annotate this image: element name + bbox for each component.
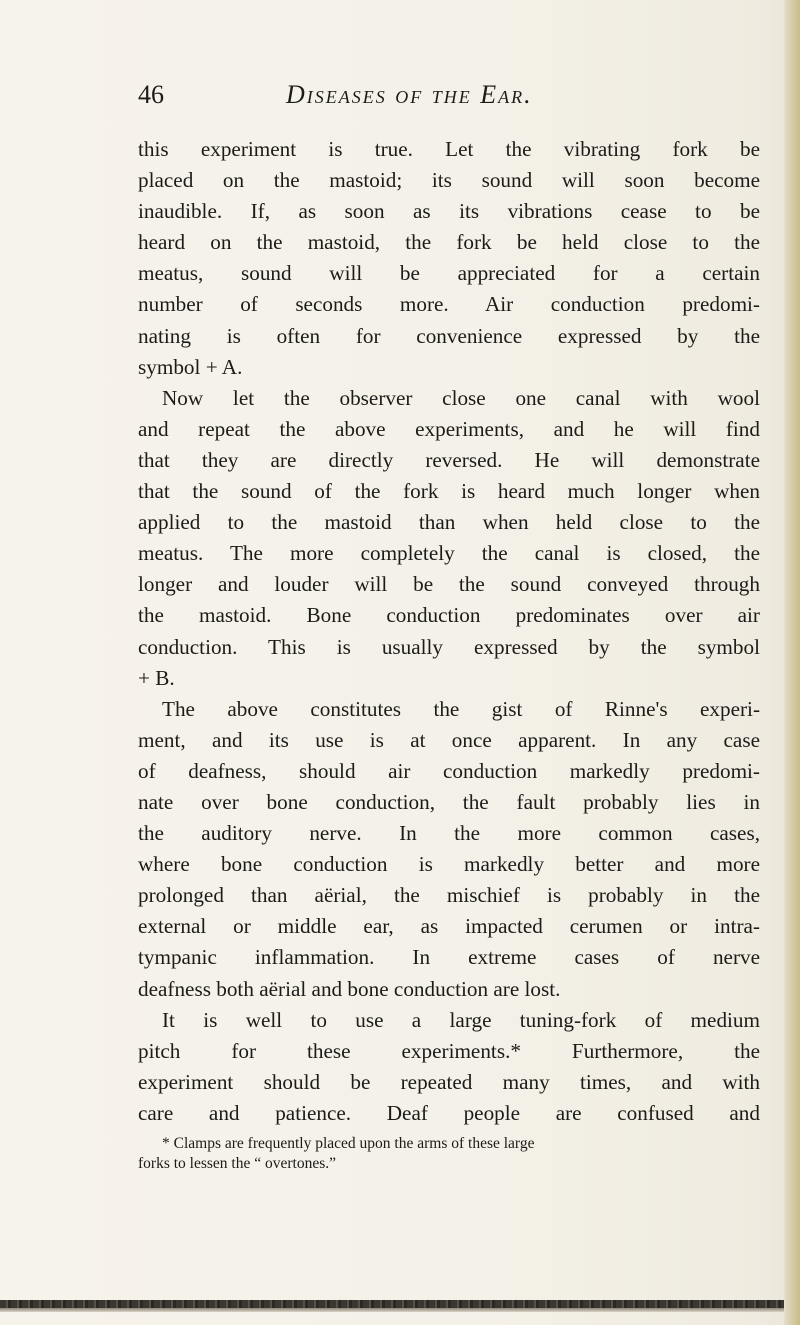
- text-line: the mastoid. Bone conduction predominates over air: [138, 603, 760, 628]
- text-line: placed on the mastoid; its sound will soon become: [138, 168, 760, 193]
- text-line: that they are directly reversed. He will demonstrate: [138, 447, 760, 472]
- page-bottom-shadow: [0, 1308, 790, 1312]
- text-line: The above constitutes the gist of Rinne's experi-: [162, 696, 760, 721]
- text-line: prolonged than aërial, the mischief is probably in the: [138, 883, 760, 908]
- text-line: external or middle ear, as impacted cerumen or intra-: [138, 914, 760, 939]
- text-line: Now let the observer close one canal with wool: [162, 385, 760, 410]
- page-number: 46: [138, 80, 164, 109]
- text-line: longer and louder will be the sound conveyed through: [138, 572, 760, 597]
- text-line: nate over bone conduction, the fault probably lies in: [138, 789, 760, 814]
- text-line: care and patience. Deaf people are confused and: [138, 1100, 760, 1125]
- text-line: meatus, sound will be appreciated for a certain: [138, 261, 760, 286]
- text-line: It is well to use a large tuning-fork of medium: [162, 1007, 760, 1032]
- footnote-line: forks to lessen the “ overtones.”: [138, 1155, 336, 1172]
- text-line: deafness both aërial and bone conduction are lost.: [138, 976, 561, 1001]
- page-bottom-edge: [0, 1300, 790, 1308]
- text-line: number of seconds more. Air conduction predomi-: [138, 292, 760, 317]
- text-line: conduction. This is usually expressed by the symbol: [138, 634, 760, 659]
- text-line: inaudible. If, as soon as its vibrations cease to be: [138, 199, 760, 224]
- text-line: and repeat the above experiments, and he will find: [138, 416, 760, 441]
- text-line: meatus. The more completely the canal is closed, the: [138, 541, 760, 566]
- text-line: this experiment is true. Let the vibrating fork be: [138, 137, 760, 161]
- page-header: [0, 80, 800, 120]
- text-line: the auditory nerve. In the more common cases,: [138, 821, 760, 846]
- text-line: that the sound of the fork is heard much longer when: [138, 479, 760, 504]
- text-line: ment, and its use is at once apparent. In any case: [138, 727, 760, 752]
- text-line: tympanic inflammation. In extreme cases of nerve: [138, 945, 760, 970]
- text-line: pitch for these experiments.* Furthermore, the: [138, 1038, 760, 1063]
- text-line: experiment should be repeated many times, and with: [138, 1069, 760, 1094]
- text-line: nating is often for convenience expressed by the: [138, 323, 760, 348]
- text-line: of deafness, should air conduction markedly predomi-: [138, 758, 760, 783]
- footnote-line: * Clamps are frequently placed upon the arms of these large: [162, 1135, 535, 1152]
- text-line: + B.: [138, 665, 175, 690]
- text-line: where bone conduction is markedly better and more: [138, 852, 760, 877]
- text-line: applied to the mastoid than when held close to the: [138, 510, 760, 535]
- footnote: [138, 1134, 760, 1174]
- text-line: heard on the mastoid, the fork be held close to the: [138, 230, 760, 255]
- page-right-edge: [784, 0, 800, 1325]
- body-text: [138, 134, 760, 1129]
- running-title: Diseases of the Ear.: [286, 80, 533, 109]
- text-line: symbol + A.: [138, 354, 243, 379]
